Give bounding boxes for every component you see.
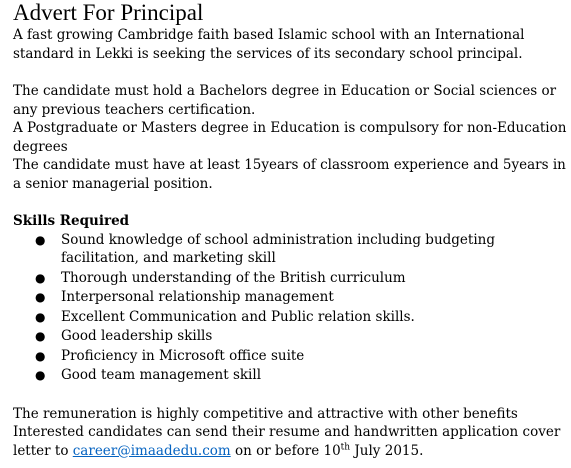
- spacer: [13, 386, 569, 405]
- intro-paragraph: A fast growing Cambridge faith based Islamic school with an International standard in Lekki is seeking the services of its secondary school principal.: [13, 27, 525, 62]
- apply-prefix: Interested candidates can send their resume and handwritten application cover letter to: [13, 424, 561, 459]
- bullet-icon: ●: [35, 329, 46, 343]
- skill-text: Interpersonal relationship management: [61, 289, 334, 305]
- bullet-icon: ●: [35, 368, 46, 382]
- skill-text: Thorough understanding of the British curriculum: [61, 269, 406, 286]
- spacer: [13, 63, 569, 82]
- skill-text: Excellent Communication and Public relation skills.: [61, 308, 415, 325]
- requirement-degree: The candidate must hold a Bachelors degree in Education or Social sciences or any previous teachers certification.: [13, 83, 557, 118]
- list-item: [13, 327, 569, 346]
- bullet-icon: ●: [35, 232, 46, 247]
- skill-text: Good leadership skills: [61, 328, 213, 344]
- bullet-icon: ●: [35, 270, 46, 285]
- requirement-postgraduate: A Postgraduate or Masters degree in Education is compulsory for non-Education degrees: [13, 120, 567, 155]
- bullet-icon: ●: [35, 290, 46, 304]
- advert-title: Advert For Principal: [13, 0, 204, 25]
- list-item: [13, 269, 569, 288]
- application-instructions: [13, 423, 569, 460]
- bullet-icon: ●: [35, 309, 46, 324]
- skill-text: Proficiency in Microsoft office suite: [61, 347, 305, 364]
- list-item: [13, 288, 569, 307]
- ordinal-suffix: th: [340, 442, 351, 452]
- list-item: [13, 308, 569, 327]
- email-link[interactable]: career@imaadedu.com: [72, 442, 231, 459]
- remuneration-text: The remuneration is highly competitive and attractive with other benefits: [13, 405, 518, 422]
- spacer: [13, 193, 569, 212]
- apply-date-suffix: July 2015.: [350, 442, 424, 459]
- apply-suffix: on or before 10: [230, 442, 341, 459]
- skill-text: Good team management skill: [61, 367, 262, 383]
- list-item: [13, 347, 569, 366]
- list-item: [13, 366, 569, 385]
- skills-heading: Skills Required: [13, 213, 130, 229]
- skill-text: Sound knowledge of school administration including budgeting facilitation, and marketing skill: [61, 231, 495, 266]
- list-item: [13, 231, 569, 268]
- requirement-experience: The candidate must have at least 15years of classroom experience and 5years in a senior managerial position.: [13, 157, 566, 192]
- advert-document: [13, 0, 569, 460]
- bullet-icon: ●: [35, 348, 46, 363]
- skills-list: [13, 231, 569, 385]
